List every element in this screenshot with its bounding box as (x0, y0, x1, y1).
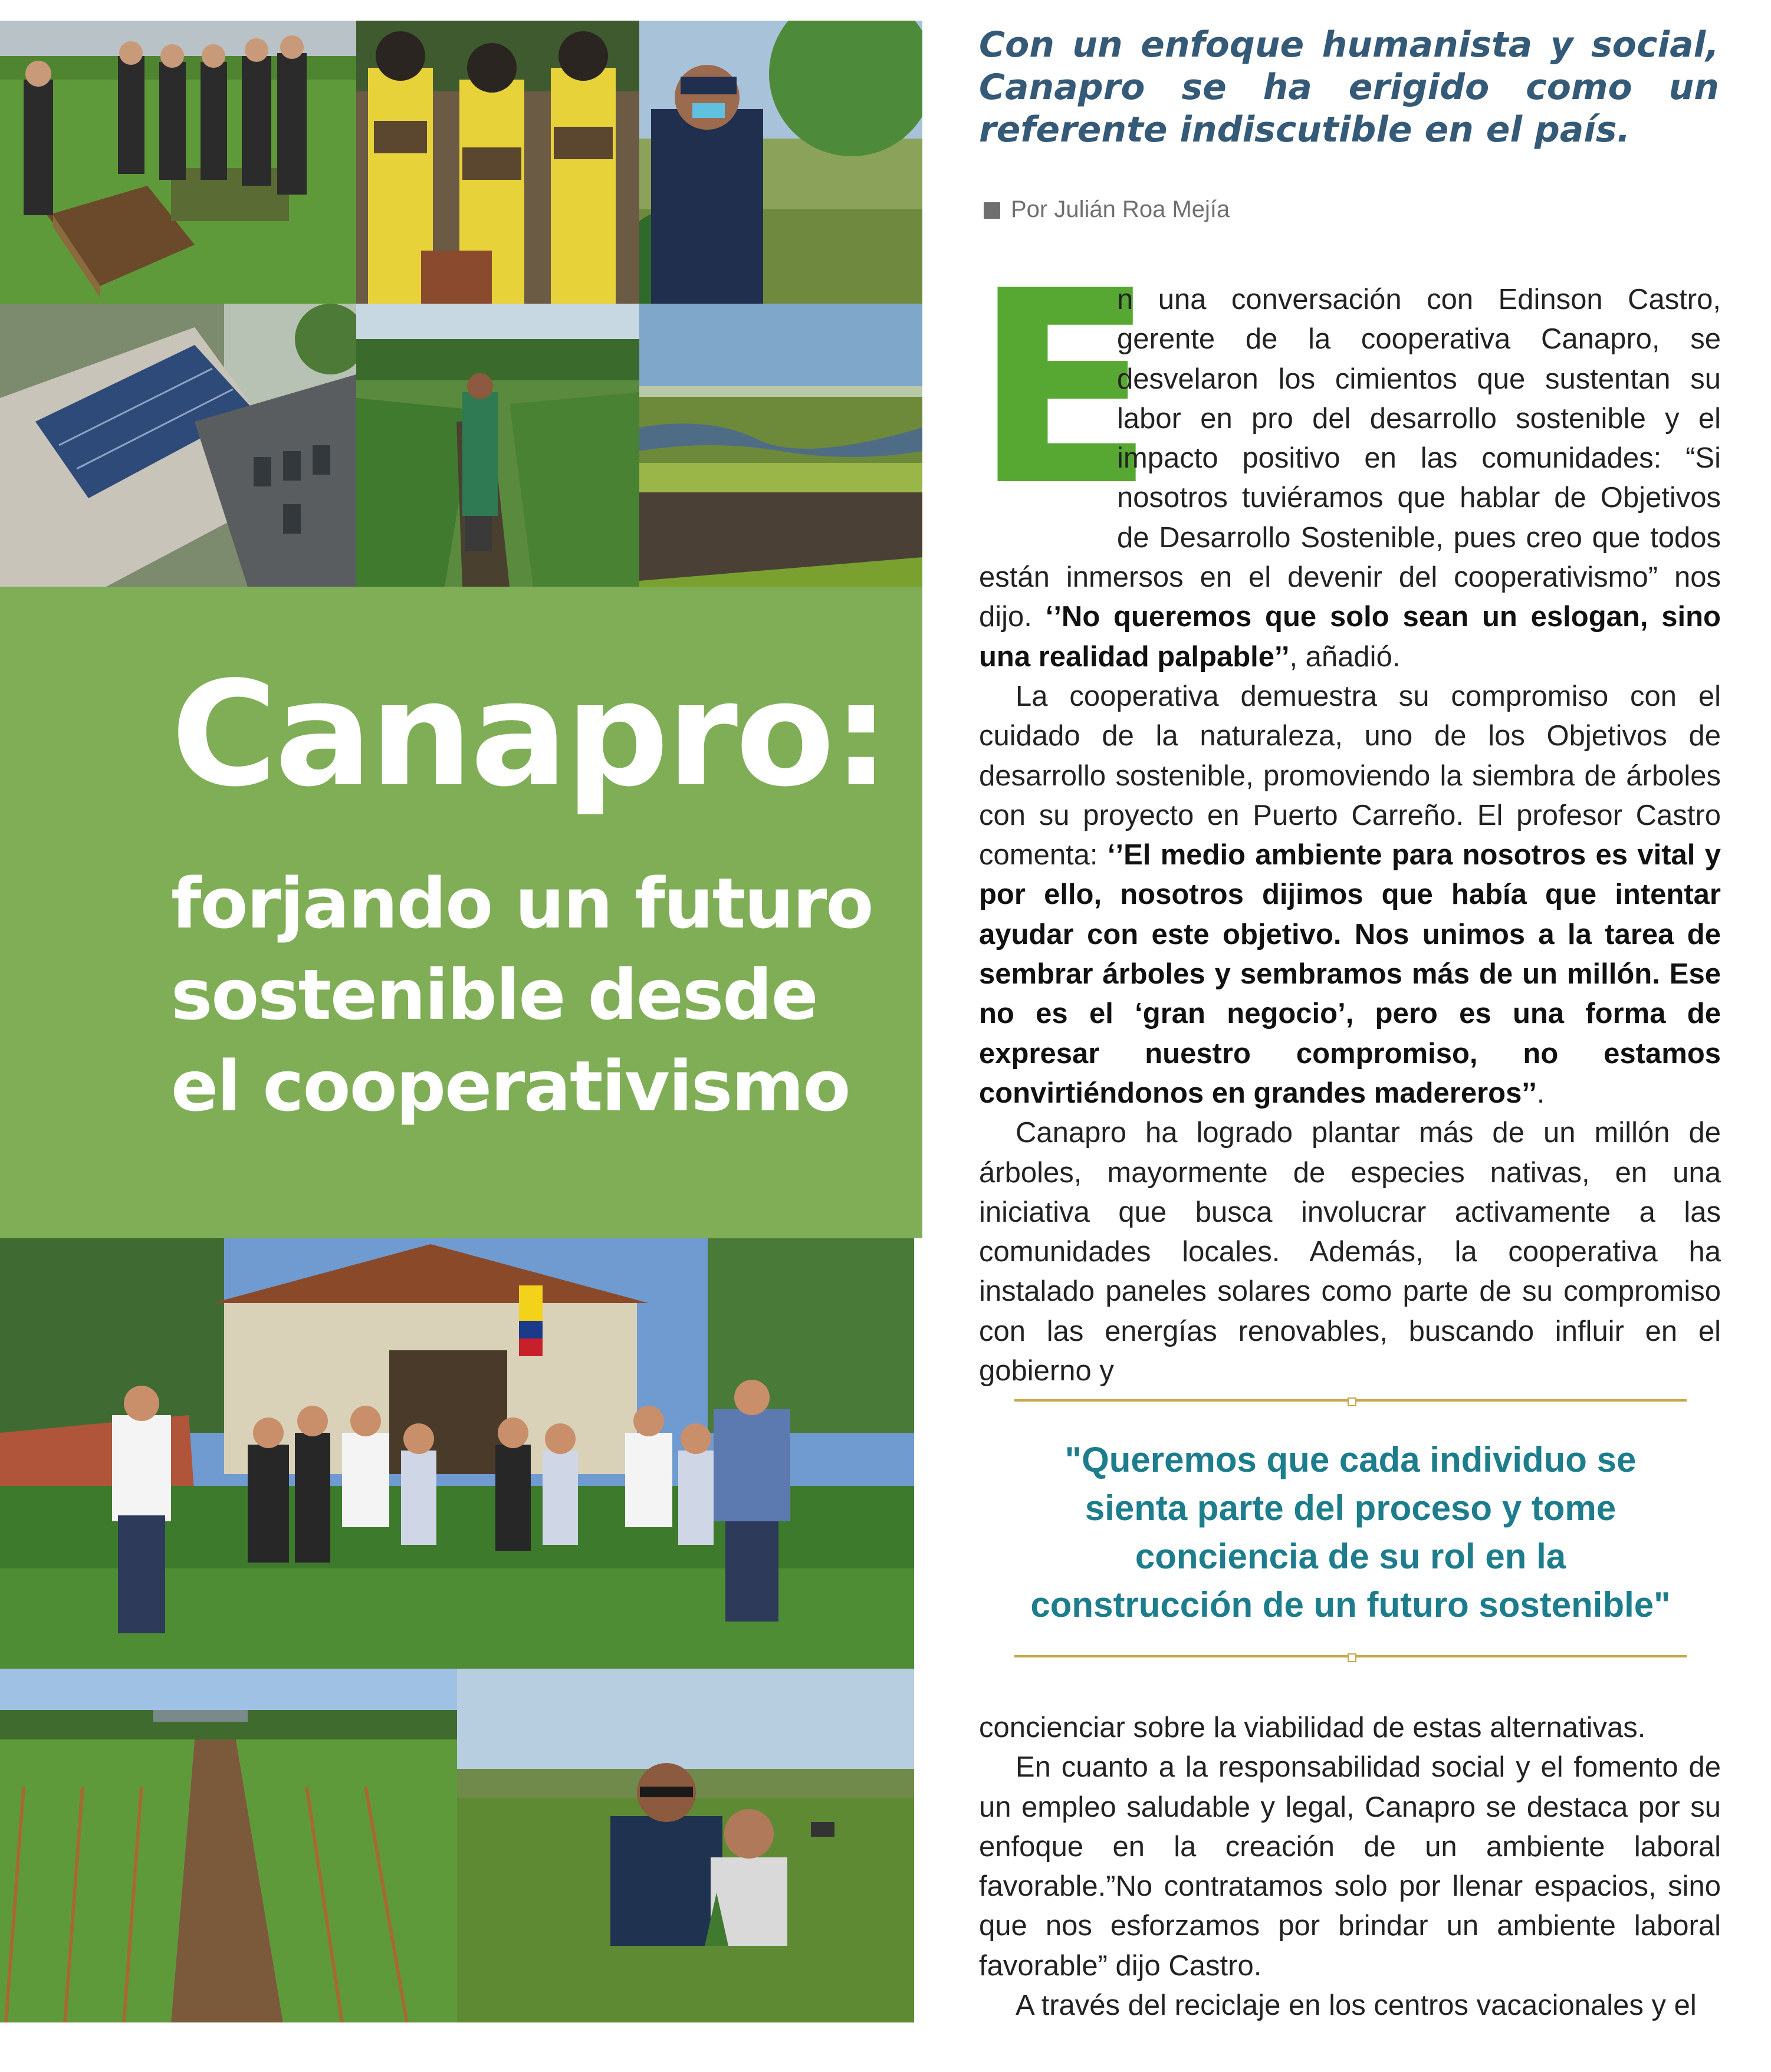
byline (984, 195, 1230, 224)
article-subtitle: forjando un futuro sostenible desde el cooperativismo (171, 863, 873, 1127)
paragraph-4: En cuanto a la responsabilidad social y el fomento de un empleo saludable y legal, Canapro se destaca por su enfoque en la creación de un ambiente laboral favorable.”No contratamos solo por llenar espacios, sino que nos esforzamos por brindar un ambiente laboral favorable” dijo Castro. (979, 1751, 1721, 1982)
article-title: Canapro: (171, 650, 888, 818)
photo-solar-building (0, 304, 356, 587)
lede: Con un enfoque humanista y social, Canapro se ha erigido como un referente indiscutible en el país. (979, 24, 1719, 150)
photo-beekeepers (356, 21, 639, 304)
paragraph-1-end: , añadió. (1289, 640, 1401, 673)
article-body-bottom (979, 1708, 1721, 2025)
photo-wetland-river (639, 304, 922, 587)
photo-seedling-rows (0, 1669, 457, 2022)
quote-rule-bottom (1014, 1655, 1687, 1657)
paragraph-5: A través del reciclaje en los centros vacacionales y el (1016, 1989, 1697, 2022)
rule-ornament (1348, 1397, 1356, 1406)
paragraph-2-text: La cooperativa demuestra su compromiso con el cuidado de la naturaleza, uno de los Objetivos de desarrollo sostenible, promoviendo la siembra de árboles con su proyecto en Puerto Carreño. El profesor Castro comenta: (979, 680, 1721, 871)
byline-text: Por Julián Roa Mejía (1011, 196, 1230, 222)
paragraph-2-end: . (1536, 1077, 1545, 1109)
paragraph-1 (973, 233, 1721, 677)
photo-planting-child (457, 1669, 914, 2022)
paragraph-2 (979, 677, 1721, 1113)
drop-cap: E (973, 233, 1155, 544)
paragraph-1-quote: ‘’No queremos que solo sean un eslogan, sino una realidad palpable’’ (979, 601, 1721, 673)
photo-nursery-worker (356, 304, 639, 587)
article-body-top (973, 233, 1721, 1391)
rule-ornament (1348, 1653, 1356, 1662)
photo-compost-visitors (0, 21, 356, 304)
photo-group-seedlings (0, 1238, 914, 1669)
photo-worker-tree (639, 21, 922, 304)
paragraph-3: Canapro ha logrado plantar más de un millón de árboles, mayormente de especies nativas, en una iniciativa que busca involucrar activamente a las comunidades locales. Además, la cooperativa ha instalado paneles solares como parte de su compromiso con las energías renovables, buscando influir en el gobierno y (979, 1117, 1721, 1387)
paragraph-2-quote: ‘’El medio ambiente para nosotros es vital y por ello, nosotros dijimos que había que intentar ayudar con este objetivo. Nos unimos a la tarea de sembrar árboles y sembramos más de un millón. Ese no es el ‘gran negocio’, pero es una forma de expresar nuestro compromiso, no estamos convirtiéndonos en grandes madereros’’ (979, 839, 1721, 1109)
title-block (0, 587, 922, 1238)
paragraph-1-text: n una conversación con Edinson Castro, gerente de la cooperativa Canapro, se desvelaron los cimientos que sustentan su labor en pro del desarrollo sostenible y el impacto positivo en las comunidades: “Si nosotros tuviéramos que hablar de Objetivos de Desarrollo Sostenible, pues creo que todos están inmersos en el devenir del cooperativismo” nos dijo. (979, 284, 1721, 633)
quote-rule-top (1014, 1399, 1687, 1402)
paragraph-3-continued: concienciar sobre la viabilidad de estas alternativas. (979, 1712, 1646, 1744)
author-icon (984, 202, 1000, 219)
pull-quote: "Queremos que cada individuo se sienta parte del proceso y tome conciencia de su rol en la construcción de un futuro sostenible" (1030, 1440, 1671, 1624)
